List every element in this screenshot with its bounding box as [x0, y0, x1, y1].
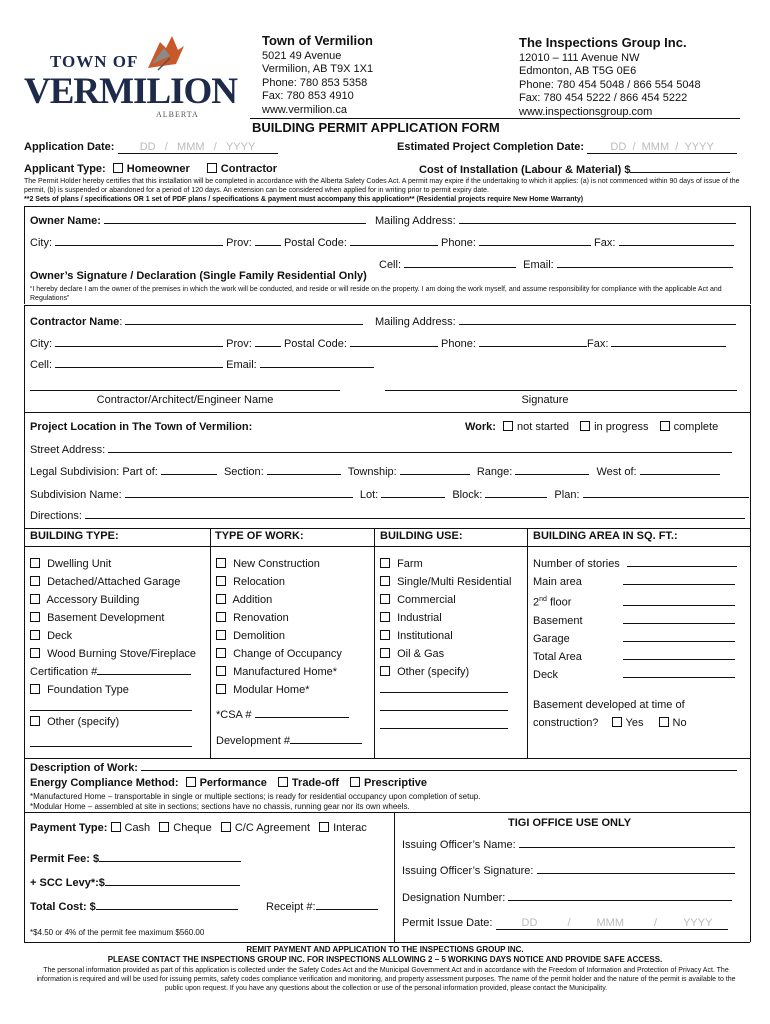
- town-addr2: Vermilion, AB T9X 1X1: [262, 63, 374, 75]
- basement-dev-text: Basement developed at time of: [533, 699, 685, 711]
- officer-name-field[interactable]: [519, 838, 735, 848]
- area-label: Basement: [533, 614, 583, 627]
- tigi-phone: Phone: 780 454 5048 / 866 554 5048: [519, 78, 701, 91]
- cost-label: Cost of Installation (Labour & Material) $: [419, 164, 631, 176]
- in-progress-label: in progress: [594, 421, 649, 433]
- completion-date-label: Estimated Project Completion Date:: [397, 141, 585, 153]
- development-field[interactable]: [290, 734, 362, 744]
- section-field[interactable]: [267, 465, 341, 475]
- tigi-addr2: Edmonton, AB T5G 0E6: [519, 65, 637, 77]
- building-use-other-line-2[interactable]: [380, 710, 508, 711]
- application-date-field[interactable]: DD / MMM / YYYY: [118, 141, 278, 154]
- type-of-work-option[interactable]: Change of Occupancy: [216, 645, 342, 663]
- owner-prov-field[interactable]: [255, 236, 281, 246]
- block-label: Block:: [452, 489, 483, 501]
- logo-town-of: TOWN OF: [50, 52, 139, 71]
- building-type-list: [30, 555, 196, 699]
- logo-vermilion: VERMILION: [24, 71, 238, 112]
- town-fax: Fax: 780 853 4910: [262, 90, 354, 102]
- scc-levy-field[interactable]: [105, 876, 240, 886]
- construction-label: construction?: [533, 717, 599, 729]
- type-of-work-header: TYPE OF WORK:: [215, 530, 304, 542]
- building-type-option[interactable]: Basement Development: [30, 609, 196, 627]
- owner-email-field[interactable]: [557, 258, 733, 268]
- part-of-field[interactable]: [161, 465, 217, 475]
- section-label: Section:: [223, 466, 264, 478]
- csa-label: *CSA #: [216, 709, 252, 721]
- building-type-option[interactable]: Accessory Building: [30, 591, 196, 609]
- area-label: Total Area: [533, 650, 582, 663]
- cc-checkbox[interactable]: [221, 822, 231, 832]
- building-type-option[interactable]: Detached/Attached Garage: [30, 573, 196, 591]
- lot-label: Lot:: [359, 489, 379, 501]
- contractor-fax-label: Fax:: [586, 338, 609, 350]
- owner-phone-label: Phone:: [441, 237, 476, 249]
- signature-caption: Signature: [521, 394, 569, 406]
- owner-declaration: “I hereby declare I am the owner of the premises in which the work will be conducted, and reside or will reside on the property. I am doing the work myself, and assume responsibility for compliance with the applicable Act and Regulations”: [30, 286, 722, 302]
- area-label: Garage: [533, 632, 570, 645]
- energy-compliance-label: Energy Compliance Method:: [30, 777, 179, 789]
- area-label: Number of stories: [533, 558, 620, 570]
- building-use-option[interactable]: Institutional: [380, 627, 511, 645]
- contractor-city-field[interactable]: [55, 337, 223, 347]
- engineer-name-line[interactable]: [30, 390, 340, 391]
- leaf-icon: [140, 34, 188, 74]
- building-use-other-line-3[interactable]: [380, 728, 508, 729]
- remit-payment-text: REMIT PAYMENT AND APPLICATION TO THE INSPECTIONS GROUP INC.: [246, 945, 524, 954]
- plan-field[interactable]: [583, 488, 749, 498]
- plans-notice: **2 Sets of plans / specifications OR 1 set of PDF plans / specifications & payment must accompany this application** (Residential projects require New Home Warranty): [24, 196, 584, 203]
- township-field[interactable]: [400, 465, 470, 475]
- type-of-work-option[interactable]: Modular Home*: [216, 681, 342, 699]
- receipt-field[interactable]: [316, 900, 378, 910]
- area-field[interactable]: [623, 596, 735, 606]
- building-use-option[interactable]: Single/Multi Residential: [380, 573, 511, 591]
- prescriptive-checkbox[interactable]: [350, 777, 360, 787]
- development-label: Development #: [216, 735, 290, 747]
- town-web[interactable]: www.vermilion.ca: [262, 103, 347, 116]
- owner-signature-title: Owner’s Signature / Declaration (Single Family Residential Only): [30, 270, 367, 282]
- contractor-email-field[interactable]: [260, 358, 374, 368]
- officer-signature-label: Issuing Officer’s Signature:: [402, 865, 534, 877]
- basement-no-checkbox[interactable]: [659, 717, 669, 727]
- building-type-option[interactable]: Wood Burning Stove/Fireplace: [30, 645, 196, 663]
- township-label: Township:: [347, 466, 397, 478]
- engineer-name-caption: Contractor/Architect/Engineer Name: [96, 394, 274, 406]
- subdivision-name-field[interactable]: [125, 488, 353, 498]
- contractor-email-label: Email:: [226, 359, 257, 371]
- signature-line[interactable]: [385, 390, 737, 391]
- applicant-type-label: Applicant Type:: [24, 163, 106, 175]
- building-area-list: [533, 555, 737, 684]
- homeowner-checkbox[interactable]: [113, 163, 123, 173]
- no-label: No: [672, 717, 687, 729]
- not-started-label: not started: [517, 421, 570, 433]
- certification-label: Certification #: [30, 666, 98, 678]
- permit-issue-date-label: Permit Issue Date:: [402, 917, 493, 929]
- area-field[interactable]: [623, 668, 735, 678]
- permit-notice: The Permit Holder hereby certifies that this installation will be completed in accordance with the Alberta Safety Codes Act. A permit may expire if the undertaking to which it applies: (a) is not commenced within 90 days of issue of the permit, (b) is suspended or abandoned for a period of 120 days. An extension can be considered when applied for in writing prior to permit expiry date.: [24, 178, 740, 194]
- building-type-other-line[interactable]: [30, 746, 192, 747]
- cc-label: C/C Agreement: [234, 822, 311, 834]
- logo-alberta: ALBERTA: [156, 110, 199, 119]
- contractor-mailing-field[interactable]: [459, 315, 736, 325]
- contractor-cell-field[interactable]: [55, 358, 223, 368]
- in-progress-checkbox[interactable]: [580, 421, 590, 431]
- contractor-postal-label: Postal Code:: [283, 338, 347, 350]
- description-field[interactable]: [141, 761, 737, 771]
- contractor-postal-field[interactable]: [350, 337, 438, 347]
- town-addr1: 5021 49 Avenue: [262, 49, 342, 62]
- owner-postal-label: Postal Code:: [283, 237, 347, 249]
- tigi-addr1: 12010 – 111 Avenue NW: [519, 51, 640, 64]
- owner-name-field[interactable]: [104, 214, 366, 224]
- contractor-city-label: City:: [30, 338, 52, 350]
- certification-field[interactable]: [97, 665, 191, 675]
- type-of-work-option[interactable]: Demolition: [216, 627, 342, 645]
- basement-yes-checkbox[interactable]: [612, 717, 622, 727]
- scc-note: *$4.50 or 4% of the permit fee maximum $560.00: [30, 928, 205, 937]
- contractor-prov-label: Prov:: [226, 338, 252, 350]
- owner-cell-field[interactable]: [404, 258, 516, 268]
- street-address-field[interactable]: [108, 443, 732, 453]
- cash-checkbox[interactable]: [111, 822, 121, 832]
- application-date-label: Application Date:: [24, 141, 115, 153]
- work-label: Work:: [465, 421, 496, 433]
- contractor-phone-label: Phone:: [441, 338, 476, 350]
- plan-label: Plan:: [554, 489, 580, 501]
- yes-label: Yes: [625, 717, 644, 729]
- contractor-name-field[interactable]: [125, 315, 363, 325]
- payment-type-label: Payment Type:: [30, 822, 108, 834]
- contractor-prov-field[interactable]: [255, 337, 281, 347]
- area-field[interactable]: [623, 632, 735, 642]
- building-use-option[interactable]: Other (specify): [380, 663, 511, 681]
- tradeoff-checkbox[interactable]: [278, 777, 288, 787]
- type-of-work-option[interactable]: Addition: [216, 591, 342, 609]
- cheque-checkbox[interactable]: [159, 822, 169, 832]
- west-of-label: West of:: [596, 466, 637, 478]
- owner-mailing-field[interactable]: [459, 214, 736, 224]
- form-title: BUILDING PERMIT APPLICATION FORM: [252, 120, 500, 135]
- officer-signature-field[interactable]: [537, 864, 735, 874]
- area-field[interactable]: [623, 614, 735, 624]
- owner-postal-field[interactable]: [350, 236, 438, 246]
- directions-field[interactable]: [85, 509, 745, 519]
- street-address-label: Street Address:: [30, 444, 106, 456]
- owner-prov-label: Prov:: [226, 237, 252, 249]
- permit-issue-date-field[interactable]: DD / MMM / YYYY: [496, 917, 728, 930]
- office-use-header: TIGI OFFICE USE ONLY: [508, 817, 632, 829]
- building-use-option[interactable]: Oil & Gas: [380, 645, 511, 663]
- modular-note: *Modular Home – assembled at site in sections; sections have no chassis, running gear nor its own wheels.: [30, 802, 410, 811]
- cost-field[interactable]: [630, 163, 730, 173]
- owner-fax-label: Fax:: [594, 237, 616, 249]
- contractor-colon: :: [119, 316, 123, 328]
- area-field[interactable]: [623, 575, 735, 585]
- area-field[interactable]: [627, 557, 737, 567]
- complete-checkbox[interactable]: [660, 421, 670, 431]
- performance-label: Performance: [199, 777, 267, 789]
- town-contact: [262, 34, 373, 117]
- owner-cell-label: Cell:: [379, 259, 402, 271]
- tigi-name: The Inspections Group Inc.: [519, 35, 687, 50]
- area-label: Main area: [533, 576, 582, 588]
- description-label: Description of Work:: [30, 762, 138, 774]
- town-name: Town of Vermilion: [262, 33, 373, 48]
- interac-checkbox[interactable]: [319, 822, 329, 832]
- area-label: Deck: [533, 668, 559, 681]
- building-area-header: BUILDING AREA IN SQ. FT.:: [533, 530, 678, 542]
- subdivision-name-label: Subdivision Name:: [30, 489, 122, 501]
- area-field[interactable]: [623, 650, 735, 660]
- contact-inspections-text: PLEASE CONTACT THE INSPECTIONS GROUP INC. FOR INSPECTIONS ALLOWING 2 – 5 WORKING DAYS NOTICE AND PROVIDE SAFE ACCESS.: [107, 955, 663, 964]
- owner-email-label: Email:: [523, 259, 554, 271]
- privacy-notice: The personal information provided as part of this application is collected under the Safety Codes Act and the Municipal Government Act and in accordance with the Freedom of Information and Protection of Privacy Act. The information is required and will be used for issuing permits, safety codes compliance verification and monitoring, and property assessment purposes. The name of the permit holder and the nature of the permit is available to the public upon request. If you have any questions about the collection or use of the personal information provided, please contact the Municipality.: [36, 967, 736, 992]
- type-of-work-list: [216, 555, 342, 699]
- tigi-fax: Fax: 780 454 5222 / 866 454 5222: [519, 92, 688, 104]
- project-location-label: Project Location in The Town of Vermilion:: [30, 421, 253, 433]
- complete-label: complete: [673, 421, 719, 433]
- area-label: 2nd floor: [533, 596, 572, 609]
- owner-city-label: City:: [30, 237, 52, 249]
- type-of-work-option[interactable]: Relocation: [216, 573, 342, 591]
- owner-phone-field[interactable]: [479, 236, 591, 246]
- building-type-other-option[interactable]: Other (specify): [30, 716, 119, 728]
- directions-label: Directions:: [30, 510, 82, 522]
- contractor-label: Contractor: [220, 163, 278, 175]
- interac-label: Interac: [333, 822, 367, 834]
- owner-mailing-label: Mailing Address:: [375, 215, 456, 227]
- homeowner-label: Homeowner: [126, 163, 190, 175]
- lot-field[interactable]: [381, 488, 445, 498]
- west-of-field[interactable]: [640, 465, 720, 475]
- building-type-option[interactable]: Deck: [30, 627, 196, 645]
- building-type-header: BUILDING TYPE:: [30, 530, 119, 542]
- completion-date-field[interactable]: DD / MMM / YYYY: [587, 141, 737, 154]
- tigi-web[interactable]: www.inspectionsgroup.com: [519, 105, 653, 118]
- prescriptive-label: Prescriptive: [364, 777, 428, 789]
- type-of-work-option[interactable]: Renovation: [216, 609, 342, 627]
- legal-subdivision-label: Legal Subdivision: Part of:: [30, 466, 158, 478]
- building-use-option[interactable]: Farm: [380, 555, 511, 573]
- range-label: Range:: [476, 466, 513, 478]
- officer-name-label: Issuing Officer’s Name:: [402, 839, 516, 851]
- contractor-checkbox[interactable]: [207, 163, 217, 173]
- town-logo: [24, 34, 238, 119]
- tigi-contact: [519, 36, 701, 119]
- type-of-work-option[interactable]: Manufactured Home*: [216, 663, 342, 681]
- building-type-blank-line[interactable]: [30, 710, 192, 711]
- designation-label: Designation Number:: [402, 892, 506, 904]
- contractor-cell-label: Cell:: [30, 359, 53, 371]
- permit-fee-field[interactable]: [99, 852, 241, 862]
- building-use-option[interactable]: Commercial: [380, 591, 511, 609]
- building-use-option[interactable]: Industrial: [380, 609, 511, 627]
- owner-city-field[interactable]: [55, 236, 223, 246]
- contractor-fax-field[interactable]: [611, 337, 726, 347]
- cash-label: Cash: [124, 822, 151, 834]
- owner-fax-field[interactable]: [619, 236, 734, 246]
- performance-checkbox[interactable]: [186, 777, 196, 787]
- csa-field[interactable]: [255, 708, 349, 718]
- permit-fee-label: Permit Fee: $: [30, 853, 100, 865]
- building-use-header: BUILDING USE:: [380, 530, 463, 542]
- contractor-phone-field[interactable]: [479, 337, 587, 347]
- town-phone: Phone: 780 853 5358: [262, 76, 368, 89]
- not-started-checkbox[interactable]: [503, 421, 513, 431]
- tradeoff-label: Trade-off: [291, 777, 339, 789]
- designation-field[interactable]: [508, 891, 732, 901]
- type-of-work-option[interactable]: New Construction: [216, 555, 342, 573]
- block-field[interactable]: [485, 488, 547, 498]
- building-type-option[interactable]: Dwelling Unit: [30, 555, 196, 573]
- scc-levy-label: + SCC Levy*:$: [30, 877, 105, 889]
- contractor-name-label: Contractor Name: [30, 316, 120, 328]
- cheque-label: Cheque: [173, 822, 212, 834]
- range-field[interactable]: [515, 465, 589, 475]
- total-cost-label: Total Cost: $: [30, 901, 96, 913]
- owner-name-label: Owner Name:: [30, 215, 101, 227]
- building-use-other-line-1[interactable]: [380, 692, 508, 693]
- building-use-list: [380, 555, 511, 681]
- manufactured-note: *Manufactured Home – transportable in single or multiple sections; is ready for residential occupancy upon completion of setup.: [30, 792, 481, 801]
- foundation-type-option[interactable]: Foundation Type: [30, 681, 196, 699]
- total-cost-field[interactable]: [96, 900, 238, 910]
- contractor-mailing-label: Mailing Address:: [375, 316, 456, 328]
- receipt-label: Receipt #:: [266, 901, 316, 913]
